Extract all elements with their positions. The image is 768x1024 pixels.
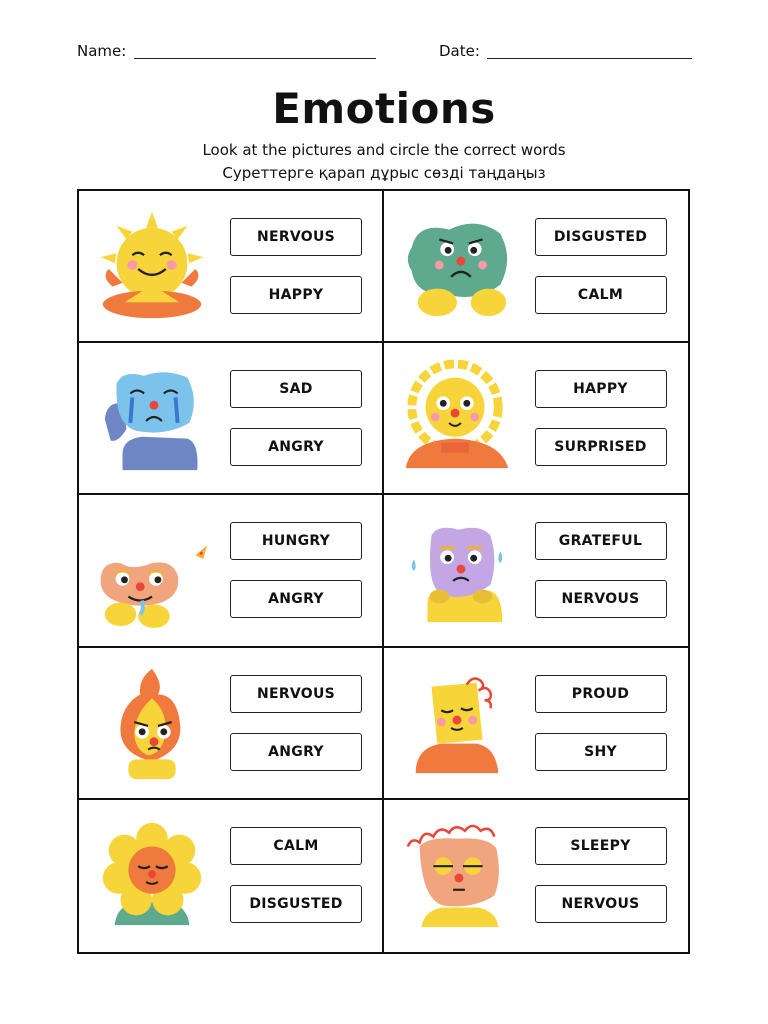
answer-option[interactable]: ANGRY xyxy=(230,733,362,771)
exercise-item xyxy=(79,495,384,647)
answer-option[interactable]: NERVOUS xyxy=(230,675,362,713)
answer-option[interactable]: DISGUSTED xyxy=(535,218,667,256)
answer-option[interactable]: GRATEFUL xyxy=(535,522,667,560)
answer-option[interactable]: NERVOUS xyxy=(535,580,667,618)
answer-option[interactable]: NERVOUS xyxy=(535,885,667,923)
name-line[interactable] xyxy=(134,58,376,59)
green-blob-character-icon xyxy=(398,207,516,327)
exercise-item xyxy=(384,343,689,495)
exercise-grid xyxy=(77,189,690,954)
exercise-item xyxy=(79,648,384,800)
date-label: Date: xyxy=(439,42,480,60)
sun-character-icon xyxy=(93,207,211,327)
answer-option[interactable]: ANGRY xyxy=(230,428,362,466)
exercise-item xyxy=(79,191,384,343)
exercise-item xyxy=(79,800,384,952)
name-label: Name: xyxy=(77,42,127,60)
answer-option[interactable]: SHY xyxy=(535,733,667,771)
blue-crying-character-icon xyxy=(93,359,211,479)
answer-option[interactable]: PROUD xyxy=(535,675,667,713)
exercise-item xyxy=(384,495,689,647)
answer-option[interactable]: CALM xyxy=(230,827,362,865)
answer-option[interactable]: HAPPY xyxy=(230,276,362,314)
exercise-item xyxy=(384,800,689,952)
answer-option[interactable]: SLEEPY xyxy=(535,827,667,865)
answer-option[interactable]: HAPPY xyxy=(535,370,667,408)
date-field[interactable] xyxy=(439,42,480,60)
answer-option[interactable]: SAD xyxy=(230,370,362,408)
curly-square-character-icon xyxy=(398,664,516,784)
curly-hair-sleepy-character-icon xyxy=(398,816,516,936)
answer-option[interactable]: DISGUSTED xyxy=(230,885,362,923)
answer-option[interactable]: SURPRISED xyxy=(535,428,667,466)
instructions-english: Look at the pictures and circle the correct words xyxy=(202,141,566,159)
yellow-sun-halo-character-icon xyxy=(398,359,516,479)
answer-option[interactable]: CALM xyxy=(535,276,667,314)
answer-option[interactable]: HUNGRY xyxy=(230,522,362,560)
instructions-kazakh: Суреттерге қарап дұрыс сөзді таңдаңыз xyxy=(222,164,546,182)
name-field[interactable] xyxy=(77,42,126,60)
fire-character-icon xyxy=(93,664,211,784)
flower-character-icon xyxy=(93,816,211,936)
page-title: Emotions xyxy=(272,84,496,133)
answer-option[interactable]: ANGRY xyxy=(230,580,362,618)
answer-option[interactable]: NERVOUS xyxy=(230,218,362,256)
date-line[interactable] xyxy=(487,58,692,59)
exercise-item xyxy=(384,191,689,343)
purple-sweating-character-icon xyxy=(398,511,516,631)
exercise-item xyxy=(79,343,384,495)
drooling-peach-character-icon xyxy=(93,511,211,631)
exercise-item xyxy=(384,648,689,800)
